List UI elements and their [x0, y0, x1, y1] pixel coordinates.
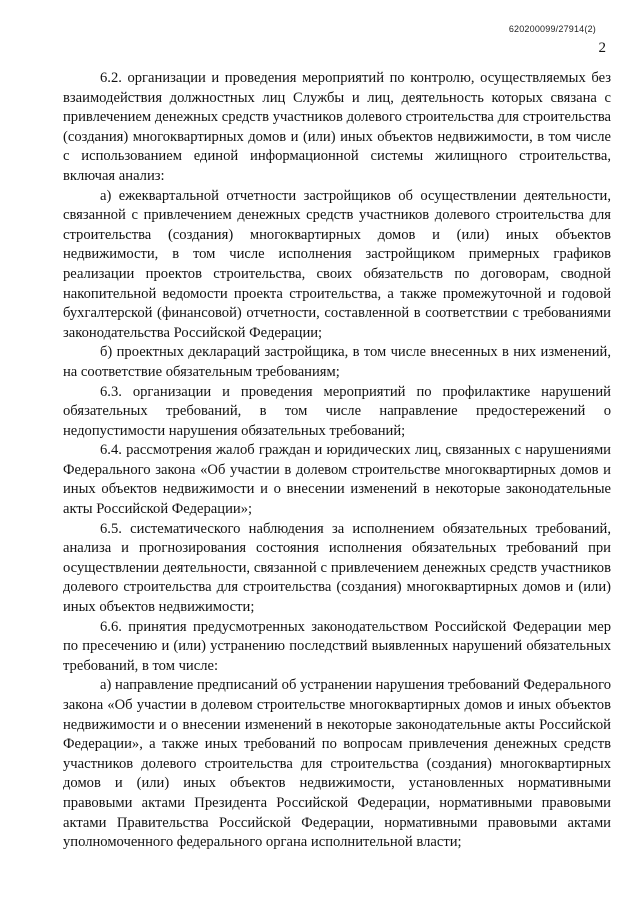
paragraph-6-5: 6.5. систематического наблюдения за исполнением обязательных требований, анализа и прогнозирования состояния исполнения обязательных требований при осуществлении деятельности, связанной с привлечением денежных средств участников долевого строительства для строительства (создания) многоквартирных домов и (или) иных объектов недвижимости;: [63, 520, 611, 616]
paragraph-6-6-a: а) направление предписаний об устранении нарушения требований Федерального закона «Об участии в долевом строительстве многоквартирных домов и иных объектов недвижимости и о внесении изменений в некоторые законодательные акты Российской Федерации», а также иных требований по вопросам привлечения денежных средств участников долевого строительства для строительства (создания) многоквартирных домов и (или) иных объектов недвижимости, установленных нормативными правовыми актами Президента Российской Федерации, нормативными правовыми актами Правительства Российской Федерации, нормативными правовыми актами уполномоченного федерального органа исполнительной власти;: [63, 677, 611, 851]
paragraph-6-2-b: б) проектных деклараций застройщика, в том числе внесенных в них изменений, на соответствие обязательным требованиям;: [63, 344, 611, 380]
document-body: [63, 69, 611, 853]
paragraph-6-2: 6.2. организации и проведения мероприятий по контролю, осуществляемых без взаимодействия должностных лиц Службы и лиц, деятельность которых связана с привлечением денежных средств участников долевого строительства для строительства (создания) многоквартирных домов и (или) иных объектов недвижимости, в том числе с использованием единой информационной системы жилищного строительства, включая анализ:: [63, 70, 611, 184]
paragraph-6-3: 6.3. организации и проведения мероприятий по профилактике нарушений обязательных требований, в том числе направление предостережений о недопустимости нарушения обязательных требований;: [63, 383, 611, 439]
document-code: 620200099/27914(2): [508, 24, 596, 34]
paragraph-6-4: 6.4. рассмотрения жалоб граждан и юридических лиц, связанных с нарушениями Федерального закона «Об участии в долевом строительстве многоквартирных домов и иных объектов недвижимости и о внесении изменений в некоторые законодательные акты Российской Федерации»;: [63, 442, 611, 518]
paragraph-6-6: 6.6. принятия предусмотренных законодательством Российской Федерации мер по пресечению и (или) устранению последствий выявленных нарушений обязательных требований, в том числе:: [63, 618, 611, 674]
page-number: 2: [598, 40, 606, 56]
paragraph-6-2-a: а) ежеквартальной отчетности застройщиков об осуществлении деятельности, связанной с привлечением денежных средств участников долевого строительства для строительства (создания) многоквартирных домов и (или) иных объектов недвижимости, в том числе исполнения застройщиком примерных графиков реализации проектов строительства, своих обязательств по договорам, сводной накопительной ведомости проекта строительства, а также промежуточной и годовой бухгалтерской (финансовой) отчетности, составленной в соответствии с требованиями законодательства Российской Федерации;: [63, 187, 611, 341]
